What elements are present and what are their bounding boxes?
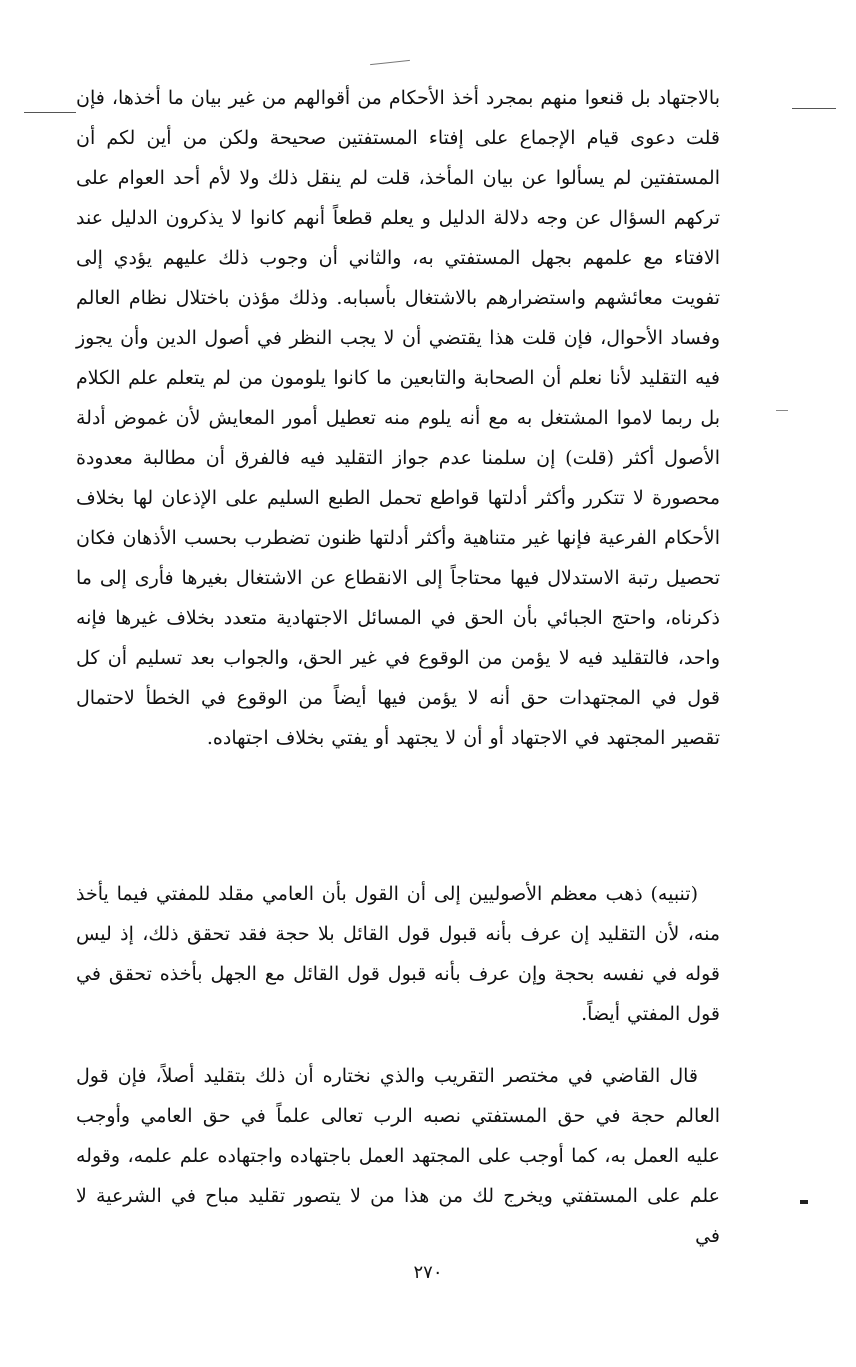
paragraph-continuation: بالاجتهاد بل قنعوا منهم بمجرد أخذ الأحكام من أقوالهم من غير بيان ما أخذها، فإن قلت دعوى قيام الإجماع على إفتاء المستفتين صحيحة ولكن من أين لكم أن المستفتين لم يسألوا عن بيان المأخذ، قلت لم ينقل ذلك ولا لأم أحد العوام على تركهم السؤال عن وجه دلالة الدليل و يعلم قطعاً أنهم كانوا لا يذكرون الدليل عند الافتاء مع علمهم بجهل المستفتي به، والثاني أن وجوب ذلك عليهم يؤدي إلى تفويت معائشهم واستضرارهم بالاشتغال بأسبابه. وذلك مؤذن باختلال نظام العالم وفساد الأحوال، فإن قلت هذا يقتضي أن لا يجب النظر في أصول الدين وأن يجوز فيه التقليد لأنا نعلم أن الصحابة والتابعين ما كانوا يلومون من لم يتعلم علم الكلام بل ربما لاموا المشتغل به مع أنه يلوم منه تعطيل أمور المعايش لأن غموض أدلة الأصول أكثر (قلت) إن سلمنا عدم جواز التقليد فيه فالفرق أن مطالبة معدودة محصورة لا تتكرر وأكثر أدلتها قواطع تحمل الطبع السليم على الإذعان لها بخلاف الأحكام الفرعية فإنها غير متناهية وأكثر أدلتها ظنون تضطرب بحسب الأذهان فكان تحصيل رتبة الاستدلال فيها محتاجاً إلى الانقطاع عن الاشتغال بغيرها فأرى إلى ما ذكرناه، واحتج الجبائي بأن الحق في المسائل الاجتهادية متعدد بخلاف غيرها فإنه واحد، فالتقليد فيه لا يؤمن من الوقوع في غير الحق، والجواب بعد تسليم أن كل قول في المجتهدات حق أنه لا يؤمن فيها أيضاً من الوقوع في الخطأ لاحتمال تقصير المجتهد في الاجتهاد أو أن لا يجتهد أو يفتي بخلاف اجتهاده. bbox=[76, 87, 720, 749]
scan-artifact-line bbox=[24, 112, 76, 113]
scan-artifact-line bbox=[370, 60, 410, 65]
scan-artifact-mark bbox=[800, 1200, 808, 1204]
scan-artifact-line bbox=[776, 410, 788, 411]
scan-artifact-line bbox=[792, 108, 836, 109]
paragraph-note: (تنبيه) ذهب معظم الأصوليين إلى أن القول بأن العامي مقلد للمفتي فيما يأخذ منه، لأن التقليد إن عرف بأنه قبول قول القائل بلا حجة فقد تحقق ذلك، إذ ليس قوله في نفسه بحجة وإن عرف بأنه قبول قول القائل مع الجهل بأخذه تحقق في قول المفتي أيضاً. bbox=[76, 883, 720, 1025]
paragraph-qadi: قال القاضي في مختصر التقريب والذي نختاره أن ذلك بتقليد أصلاً، فإن قول العالم حجة في حق المستفتي نصبه الرب تعالى علماً في حق العامي وأوجب عليه العمل به، كما أوجب على المجتهد العمل باجتهاده واجتهاده علم علمه، وقوله علم على المستفتي ويخرج لك من هذا من لا يتصور تقليد مباح في الشرعية لا في bbox=[76, 1065, 720, 1247]
page-number: ٢٧٠ bbox=[413, 1262, 443, 1283]
